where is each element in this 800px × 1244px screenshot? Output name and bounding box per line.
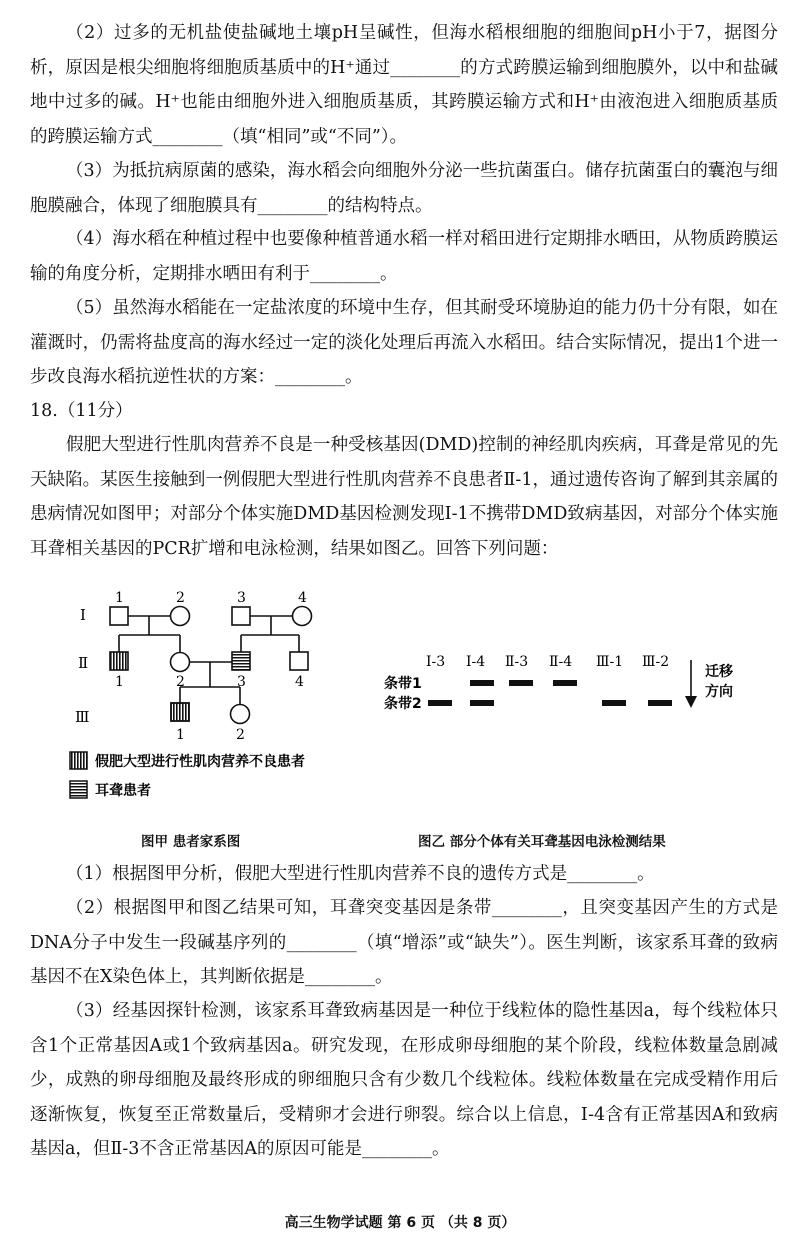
individual-II-3-deaf-patient — [232, 652, 250, 670]
legend-deaf-label: 耳聋患者 — [95, 783, 151, 799]
gel-band-2-lane-6 — [648, 700, 672, 706]
gel-lane-label-1: Ⅰ-3 — [426, 654, 446, 670]
q17-part5: （5）虽然海水稻能在一定盐浓度的环境中生存，但其耐受环境胁迫的能力仍十分有限，如在灌溉时，仍需将盐度高的海水经过一定的淡化处理后再流入水稻田。结合实际情况，提出1个进一步改良海水稻抗逆性状的方案：________。 — [30, 298, 778, 387]
pedigree-lines — [119, 616, 299, 705]
gel-lane-label-3: Ⅱ-3 — [505, 654, 529, 670]
gel-band-2-lane-2 — [470, 700, 494, 706]
gel-lane-label-6: Ⅲ-2 — [642, 654, 670, 670]
q17-part4: （4）海水稻在种植过程中也要像种植普通水稻一样对稻田进行定期排水晒田，从物质跨膜运输的角度分析，定期排水晒田有利于________。 — [30, 229, 778, 284]
gen1-number-4: 4 — [298, 590, 307, 606]
legend-dmd-label: 假肥大型进行性肌肉营养不良患者 — [95, 754, 305, 770]
gen2-number-2: 2 — [176, 674, 185, 690]
q18-part2: （2）根据图甲和图乙结果可知，耳聋突变基因是条带________，且突变基因产生的方式是DNA分子中发生一段碱基序列的________（填“增添”或“缺失”）。医生判断，该家系耳聋的致病基因不在X染色体上，其判断依据是________。 — [30, 898, 778, 987]
q18-part3: （3）经基因探针检测，该家系耳聋致病基因是一种位于线粒体的隐性基因a，每个线粒体只含1个正常基因A或1个致病基因a。研究发现，在形成卵母细胞的某个阶段，线粒体数量急剧减少，成熟的卵母细胞及最终形成的卵细胞只含有少数几个线粒体。线粒体数量在完成受精作用后逐渐恢复，恢复至正常数量后，受精卵才会进行卵裂。综合以上信息，Ⅰ-4含有正常基因A和致病基因a，但Ⅱ-3不含正常基因A的原因可能是________。 — [30, 1001, 778, 1159]
gen1-number-3: 3 — [237, 590, 246, 606]
figure-b-caption: 图乙 部分个体有关耳聋基因电泳检测结果 — [418, 834, 666, 850]
page-footer: 高三生物学试题 第 6 页 （共 8 页） — [284, 1215, 516, 1231]
individual-III-1-dmd-patient — [171, 703, 189, 721]
q18-part1: （1）根据图甲分析，假肥大型进行性肌肉营养不良的遗传方式是________。 — [66, 864, 655, 884]
q17-part3: （3）为抵抗病原菌的感染，海水稻会向细胞外分泌一些抗菌蛋白。储存抗菌蛋白的囊泡与细胞膜融合，体现了细胞膜具有________的结构特点。 — [30, 161, 778, 216]
gen-label-1: Ⅰ — [80, 606, 86, 624]
individual-I-4-female — [293, 607, 312, 626]
gel-band2-label: 条带2 — [384, 696, 422, 712]
gel-lane-label-5: Ⅲ-1 — [596, 654, 624, 670]
individual-II-2-female — [171, 653, 190, 672]
gen-label-3: Ⅲ — [75, 708, 90, 726]
gel-band-2-lane-1 — [428, 700, 452, 706]
legend-dmd-symbol — [70, 752, 87, 769]
q18-title: 18.（11分） — [30, 401, 133, 421]
gel-band-1-lane-2 — [470, 680, 494, 686]
gel-lane-label-2: Ⅰ-4 — [466, 654, 486, 670]
q18-intro: 假肥大型进行性肌肉营养不良是一种受核基因(DMD)控制的神经肌肉疾病，耳聋是常见的先天缺陷。某医生接触到一例假肥大型进行性肌肉营养不良患者Ⅱ-1，通过遗传咨询了解到其亲属的患病情况如图甲；对部分个体实施DMD基因检测发现Ⅰ-1不携带DMD致病基因，对部分个体实施耳聋相关基因的PCR扩增和电泳检测，结果如图乙。回答下列问题： — [30, 435, 778, 559]
gen1-number-2: 2 — [176, 590, 185, 606]
individual-II-1-dmd-patient — [110, 652, 128, 670]
gel-band-1-lane-3 — [509, 680, 533, 686]
individual-III-2-female — [231, 705, 250, 724]
gen1-number-1: 1 — [115, 590, 124, 606]
gel-bands — [428, 680, 672, 706]
q17-part2: （2）过多的无机盐使盐碱地土壤pH呈碱性，但海水稻根细胞的细胞间pH小于7，据图分析，原因是根尖细胞将细胞质基质中的H⁺通过________的方式跨膜运输到细胞膜外，以中和盐碱地中过多的碱。H⁺也能由细胞外进入细胞质基质，其跨膜运输方式和H⁺由液泡进入细胞质基质的跨膜运输方式________（填“相同”或“不同”）。 — [30, 23, 778, 147]
gen-label-2: Ⅱ — [78, 654, 89, 672]
gel-lane-label-4: Ⅱ-4 — [549, 654, 573, 670]
gen2-number-4: 4 — [295, 674, 304, 690]
migration-label-1: 迁移 — [705, 664, 733, 680]
individual-I-2-female — [171, 607, 190, 626]
figure-a-caption: 图甲 患者家系图 — [141, 834, 241, 850]
gel-band1-label: 条带1 — [384, 676, 422, 692]
gel-band-1-lane-4 — [553, 680, 577, 686]
gen2-number-3: 3 — [237, 674, 246, 690]
migration-label-2: 方向 — [705, 684, 733, 700]
gel-band-2-lane-5 — [602, 700, 626, 706]
gen3-number-2: 2 — [236, 727, 245, 743]
gen2-number-1: 1 — [115, 674, 124, 690]
migration-arrow-head — [685, 696, 697, 708]
legend-deaf-symbol — [70, 781, 87, 798]
gen3-number-1: 1 — [176, 727, 185, 743]
individual-II-4-male — [290, 652, 308, 670]
figures — [50, 582, 770, 812]
individual-I-1-male — [110, 607, 128, 625]
individual-I-3-male — [232, 607, 250, 625]
